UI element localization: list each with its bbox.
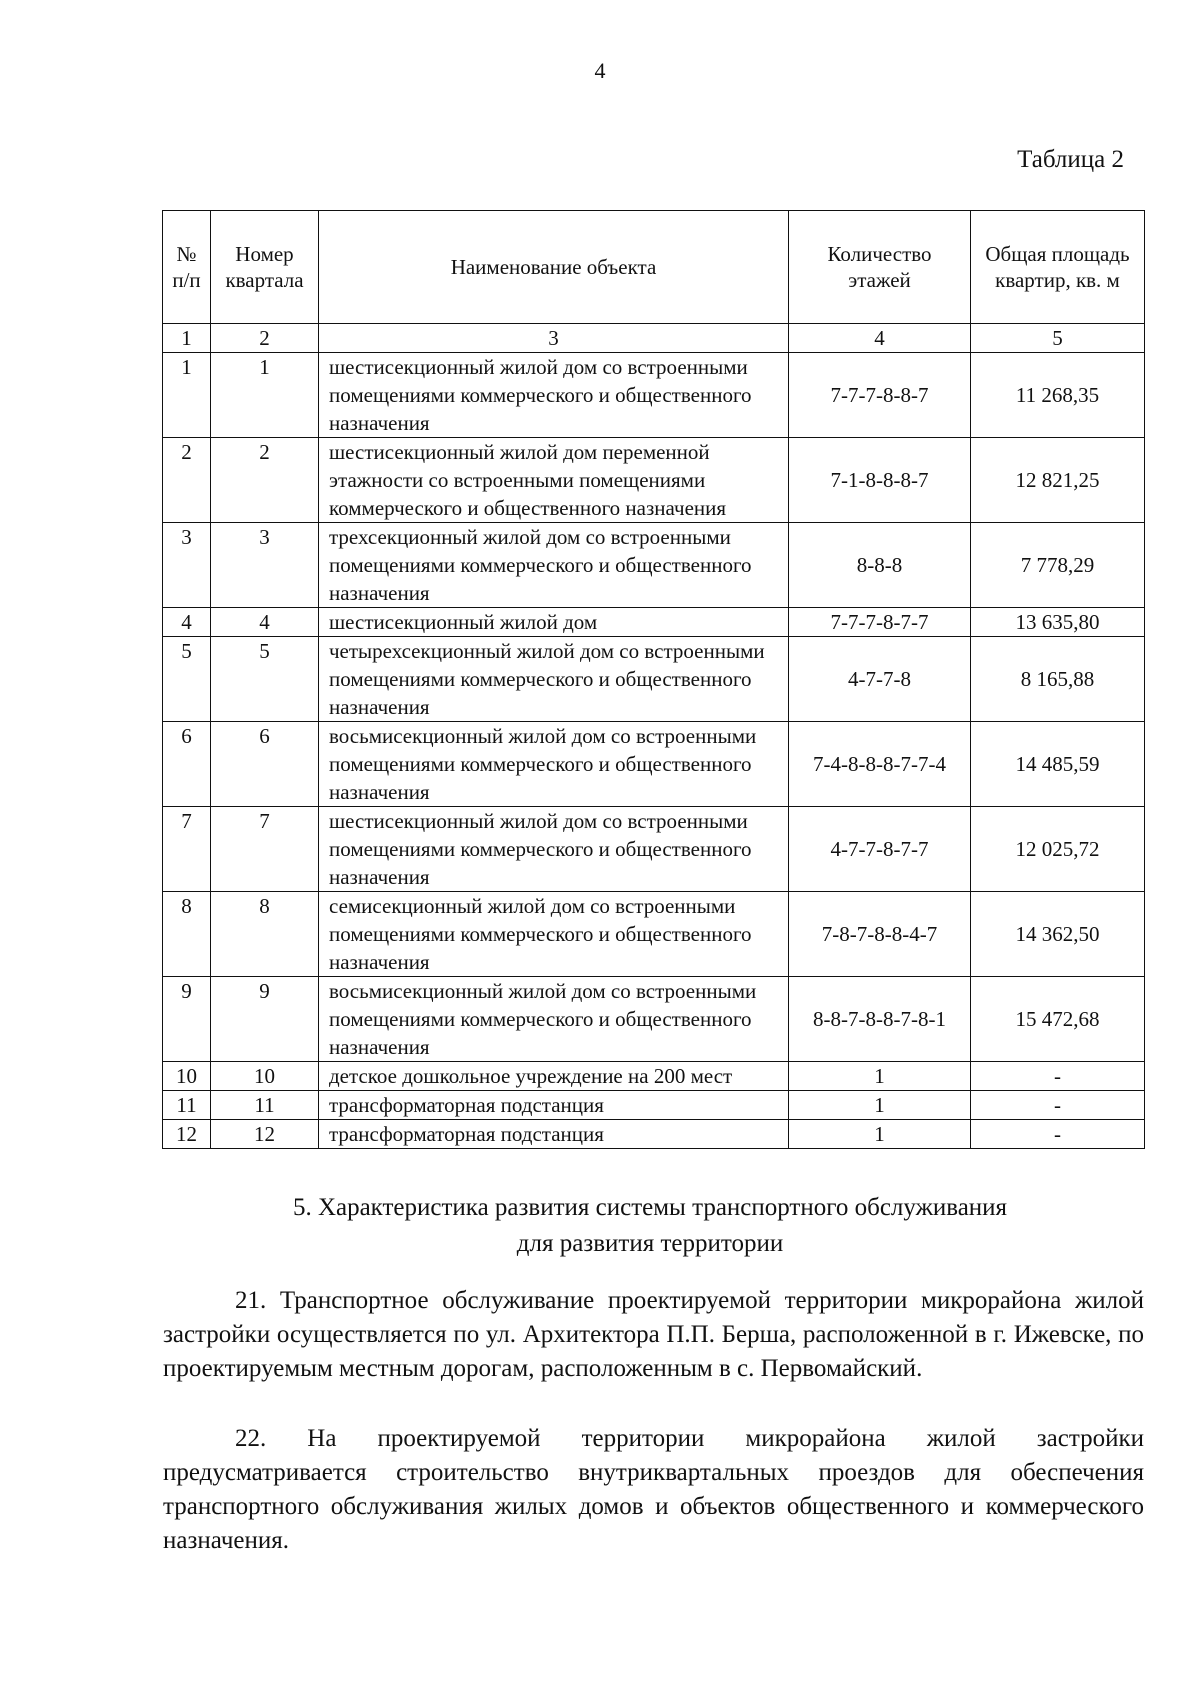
quarter-number: 7 [211, 807, 319, 892]
floor-count: 7-1-8-8-8-7 [789, 438, 971, 523]
floor-count: 1 [789, 1120, 971, 1149]
floor-count: 1 [789, 1062, 971, 1091]
quarter-number: 11 [211, 1091, 319, 1120]
object-name: трехсекционный жилой дом со встроенными помещениями коммерческого и общественного назначения [319, 523, 789, 608]
header-total-area: Общая площадь квартир, кв. м [971, 211, 1145, 324]
floor-count: 1 [789, 1091, 971, 1120]
row-number: 9 [163, 977, 211, 1062]
row-number: 6 [163, 722, 211, 807]
floor-count: 4-7-7-8 [789, 637, 971, 722]
table-row [163, 1120, 1145, 1149]
row-number: 1 [163, 353, 211, 438]
total-area: 11 268,35 [971, 353, 1145, 438]
object-name: восьмисекционный жилой дом со встроенными помещениями коммерческого и общественного назначения [319, 977, 789, 1062]
section-heading-line: 5. Характеристика развития системы транспортного обслуживания [292, 1194, 1008, 1221]
floor-count: 7-7-7-8-8-7 [789, 353, 971, 438]
total-area: 14 362,50 [971, 892, 1145, 977]
row-number: 8 [163, 892, 211, 977]
table-caption: Таблица 2 [1017, 146, 1124, 173]
total-area: 8 165,88 [971, 637, 1145, 722]
quarter-number: 5 [211, 637, 319, 722]
object-name: четырехсекционный жилой дом со встроенными помещениями коммерческого и общественного назначения [319, 637, 789, 722]
row-number: 11 [163, 1091, 211, 1120]
table-row [163, 892, 1145, 977]
column-number: 2 [211, 324, 319, 353]
row-number: 3 [163, 523, 211, 608]
object-name: шестисекционный жилой дом [319, 608, 789, 637]
object-name: семисекционный жилой дом со встроенными помещениями коммерческого и общественного назначения [319, 892, 789, 977]
row-number: 12 [163, 1120, 211, 1149]
header-quarter-number: Номер квартала [211, 211, 319, 324]
floor-count: 8-8-8 [789, 523, 971, 608]
header-row-number: № п/п [163, 211, 211, 324]
table-header-row [163, 211, 1145, 324]
floor-count: 4-7-7-8-7-7 [789, 807, 971, 892]
total-area: 13 635,80 [971, 608, 1145, 637]
row-number: 7 [163, 807, 211, 892]
object-name: шестисекционный жилой дом переменной этажности со встроенными помещениями коммерческого и общественного назначения [319, 438, 789, 523]
table-row [163, 977, 1145, 1062]
column-number: 5 [971, 324, 1145, 353]
row-number: 2 [163, 438, 211, 523]
table-row [163, 438, 1145, 523]
quarter-number: 2 [211, 438, 319, 523]
table-row [163, 722, 1145, 807]
table-row [163, 1091, 1145, 1120]
quarter-number: 6 [211, 722, 319, 807]
total-area: 14 485,59 [971, 722, 1145, 807]
header-floor-count: Количество этажей [789, 211, 971, 324]
total-area: - [971, 1120, 1145, 1149]
row-number: 4 [163, 608, 211, 637]
section-heading [0, 1190, 1200, 1262]
total-area: - [971, 1091, 1145, 1120]
quarter-number: 1 [211, 353, 319, 438]
quarter-number: 3 [211, 523, 319, 608]
object-name: шестисекционный жилой дом со встроенными помещениями коммерческого и общественного назначения [319, 353, 789, 438]
row-number: 10 [163, 1062, 211, 1091]
quarter-number: 8 [211, 892, 319, 977]
row-number: 5 [163, 637, 211, 722]
table-row [163, 353, 1145, 438]
object-name: восьмисекционный жилой дом со встроенными помещениями коммерческого и общественного назначения [319, 722, 789, 807]
buildings-table [162, 210, 1145, 1149]
floor-count: 8-8-7-8-8-7-8-1 [789, 977, 971, 1062]
floor-count: 7-7-7-8-7-7 [789, 608, 971, 637]
paragraph-21: 21. Транспортное обслуживание проектируемой территории микрорайона жилой застройки осуществляется по ул. Архитектора П.П. Берша, расположенной в г. Ижевске, по проектируемым местным дорогам, расположенным в с. Первомайский. [163, 1287, 1144, 1382]
floor-count: 7-4-8-8-8-7-7-4 [789, 722, 971, 807]
object-name: трансформаторная подстанция [319, 1091, 789, 1120]
total-area: 15 472,68 [971, 977, 1145, 1062]
quarter-number: 4 [211, 608, 319, 637]
object-name: трансформаторная подстанция [319, 1120, 789, 1149]
header-object-name: Наименование объекта [319, 211, 789, 324]
total-area: - [971, 1062, 1145, 1091]
table-row [163, 608, 1145, 637]
quarter-number: 10 [211, 1062, 319, 1091]
section-heading-line: для развития территории [516, 1230, 784, 1257]
table-row [163, 1062, 1145, 1091]
column-number: 4 [789, 324, 971, 353]
object-name: детское дошкольное учреждение на 200 мест [319, 1062, 789, 1091]
object-name: шестисекционный жилой дом со встроенными помещениями коммерческого и общественного назначения [319, 807, 789, 892]
column-numbers-row [163, 324, 1145, 353]
table-row [163, 523, 1145, 608]
total-area: 12 821,25 [971, 438, 1145, 523]
quarter-number: 12 [211, 1120, 319, 1149]
column-number: 3 [319, 324, 789, 353]
total-area: 12 025,72 [971, 807, 1145, 892]
column-number: 1 [163, 324, 211, 353]
total-area: 7 778,29 [971, 523, 1145, 608]
floor-count: 7-8-7-8-8-4-7 [789, 892, 971, 977]
quarter-number: 9 [211, 977, 319, 1062]
page-number: 4 [594, 58, 606, 83]
table-row [163, 637, 1145, 722]
table-row [163, 807, 1145, 892]
paragraph-22: 22. На проектируемой территории микрорайона жилой застройки предусматривается строительство внутриквартальных проездов для обеспечения транспортного обслуживания жилых домов и объектов общественного и коммерческого назначения. [163, 1425, 1144, 1554]
